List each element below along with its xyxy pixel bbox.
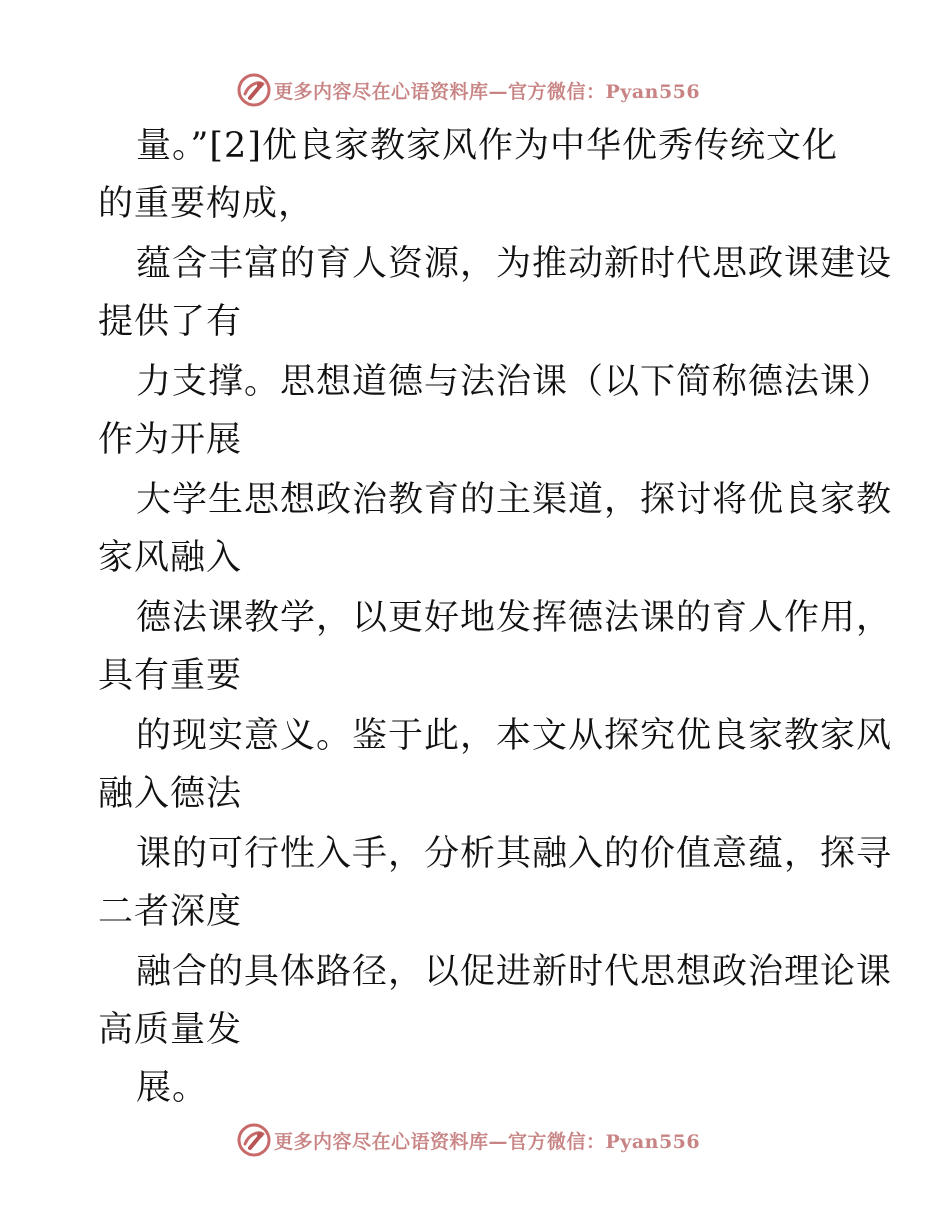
text-line: 融合的具体路径，以促进新时代思想政治理论课 — [136, 952, 893, 992]
watermark-text: 更多内容尽在心语资料库—官方微信：Pyan556 — [274, 80, 701, 103]
text-line: 展。 — [136, 1068, 209, 1108]
text-line: 具有重要 — [98, 656, 243, 696]
text-line: 的现实意义。鉴于此，本文从探究优良家教家风 — [136, 716, 893, 756]
text-line: 德法课教学，以更好地发挥德法课的育人作用， — [136, 598, 893, 638]
library-logo-icon — [236, 72, 272, 108]
text-line: 蕴含丰富的育人资源，为推动新时代思政课建设 — [136, 244, 893, 284]
text-line: 课的可行性入手，分析其融入的价值意蕴，探寻 — [136, 834, 893, 874]
text-line: 力支撑。思想道德与法治课（以下简称德法课） — [136, 362, 893, 402]
watermark-text: 更多内容尽在心语资料库—官方微信：Pyan556 — [274, 1130, 701, 1153]
library-logo-icon — [236, 1122, 272, 1158]
header-watermark — [236, 72, 700, 108]
text-line: 的重要构成， — [98, 184, 315, 224]
text-line: 二者深度 — [98, 892, 243, 932]
footer-watermark — [236, 1122, 700, 1158]
text-line: 高质量发 — [98, 1010, 243, 1050]
text-line: 量。”[2]优良家教家风作为中华优秀传统文化 — [136, 126, 838, 166]
text-line: 融入德法 — [98, 774, 243, 814]
text-line: 大学生思想政治教育的主渠道，探讨将优良家教 — [136, 480, 893, 520]
text-line: 作为开展 — [98, 420, 243, 460]
text-line: 家风融入 — [98, 538, 243, 578]
text-line: 提供了有 — [98, 302, 243, 342]
